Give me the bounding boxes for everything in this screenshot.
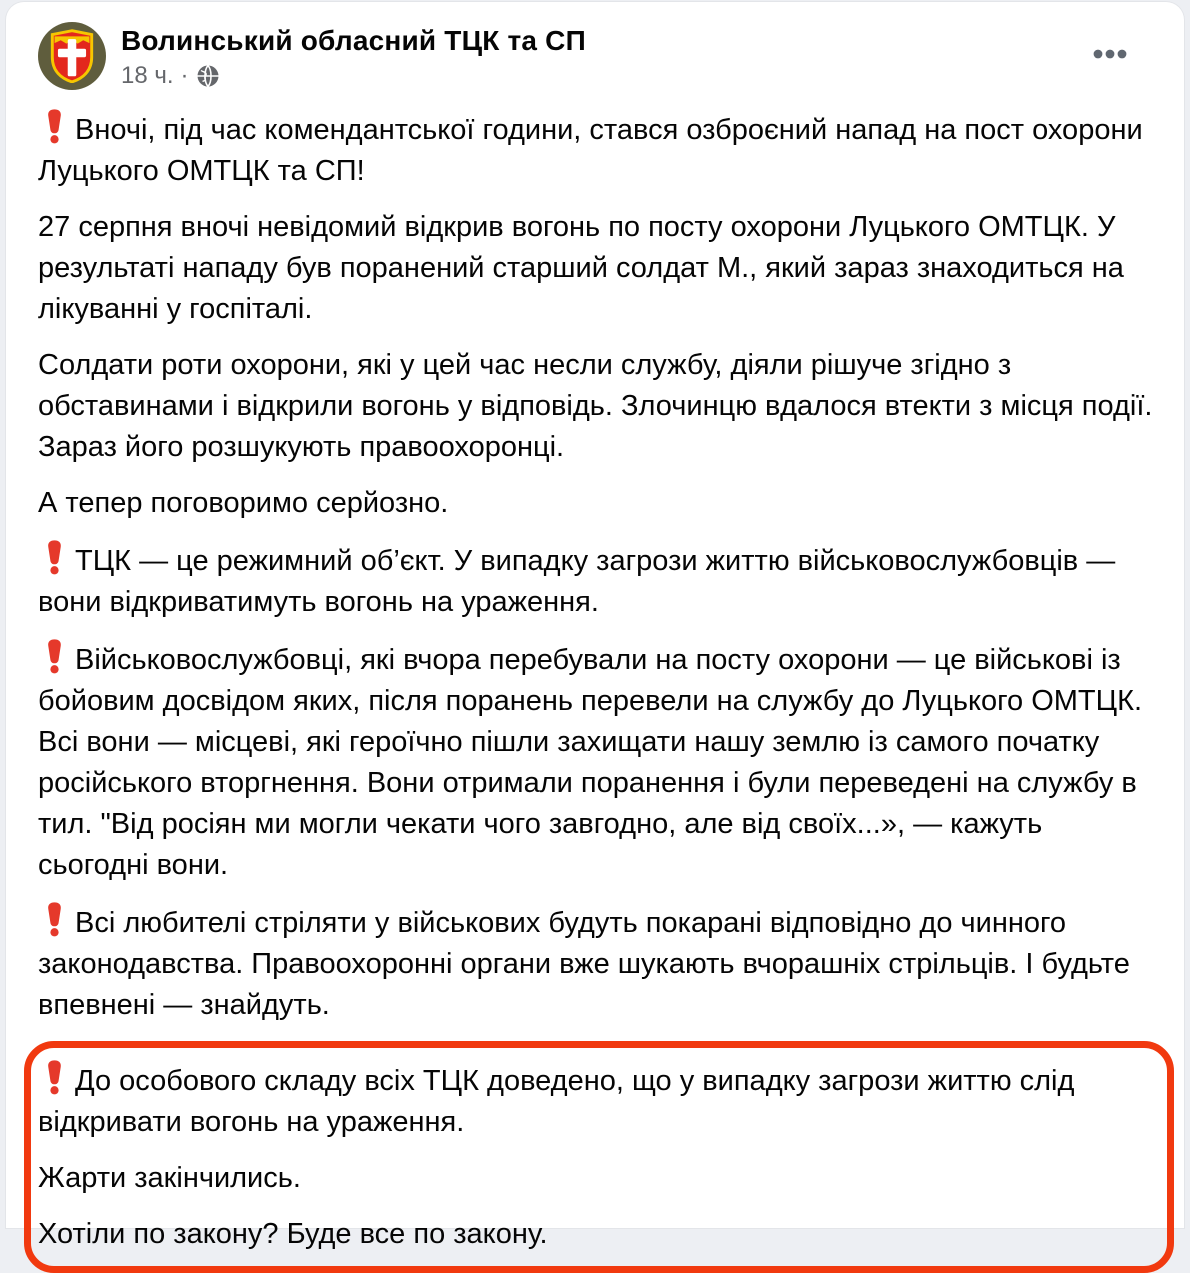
exclamation-icon	[45, 1059, 64, 1095]
exclamation-icon	[45, 108, 64, 144]
post-paragraph	[38, 901, 1158, 1026]
post-meta	[121, 62, 586, 90]
paragraph-text: А тепер поговоримо серйозно.	[38, 487, 449, 519]
paragraph-text: Всі любителі стріляти у військових будуть покарані відповідно до чинного законодавства. Правоохоронні органи вже шукають вчорашніх стрільців. І будьте впевнені — знайдуть.	[38, 907, 1130, 1021]
post-paragraph	[38, 638, 1158, 886]
page-name[interactable]: Волинський обласний ТЦК та СП	[121, 25, 586, 56]
volyn-shield-icon	[49, 29, 95, 83]
meta-separator: ·	[180, 62, 189, 89]
post-paragraph	[38, 1059, 1141, 1143]
post-paragraph	[38, 1158, 1141, 1199]
exclamation-icon	[45, 901, 64, 937]
post-paragraph	[38, 483, 1158, 524]
post-paragraph	[38, 207, 1158, 330]
paragraph-text: ТЦК — це режимний об’єкт. У випадку загрози життю військовослужбовців — вони відкриватимуть вогонь на ураження.	[38, 545, 1116, 618]
post-paragraph	[38, 539, 1158, 623]
post-paragraph	[38, 345, 1158, 468]
paragraph-text: Вночі, під час комендантської години, стався озброєний напад на пост охорони Луцького ОМТЦК та СП!	[38, 114, 1143, 187]
post-paragraph	[38, 108, 1158, 192]
post-options-button[interactable]	[1088, 36, 1132, 72]
post-text	[38, 108, 1158, 1026]
highlight-annotation-box	[24, 1041, 1174, 1273]
timestamp[interactable]: 18 ч.	[121, 62, 174, 89]
post-body	[6, 90, 1184, 1273]
post-header	[6, 2, 1184, 90]
paragraph-text: 27 серпня вночі невідомий відкрив вогонь по посту охорони Луцького ОМТЦК. У результаті нападу був поранений старший солдат М., який зараз знаходиться на лікуванні у госпіталі.	[38, 211, 1124, 325]
exclamation-icon	[45, 539, 64, 575]
header-text	[121, 22, 586, 90]
paragraph-text: До особового складу всіх ТЦК доведено, що у випадку загрози життю слід відкривати вогонь на ураження.	[38, 1065, 1075, 1138]
globe-icon	[196, 64, 220, 88]
ellipsis-icon	[1093, 49, 1127, 59]
facebook-post-card	[6, 2, 1184, 1250]
exclamation-icon	[45, 638, 64, 674]
post-paragraph	[38, 1214, 1141, 1255]
paragraph-text: Солдати роти охорони, які у цей час несли службу, діяли рішуче згідно з обставинами і відкрили вогонь у відповідь. Злочинцю вдалося втекти з місця події. Зараз його розшукують правоохоронці.	[38, 349, 1153, 463]
paragraph-text: Хотіли по закону? Буде все по закону.	[38, 1218, 548, 1250]
paragraph-text: Жарти закінчились.	[38, 1162, 301, 1194]
paragraph-text: Військовослужбовці, які вчора перебували на посту охорони — це військові із бойовим досвідом яких, після поранень перевели на службу до Луцького ОМТЦК. Всі вони — місцеві, які героїчно пішли захищати нашу землю із самого початку російського вторгнення. Вони отримали поранення і були переведені на службу в тил. "Від росіян ми могли чекати чого завгодно, але від своїх...», — кажуть сьогодні вони.	[38, 644, 1143, 881]
page-avatar[interactable]	[38, 22, 106, 90]
